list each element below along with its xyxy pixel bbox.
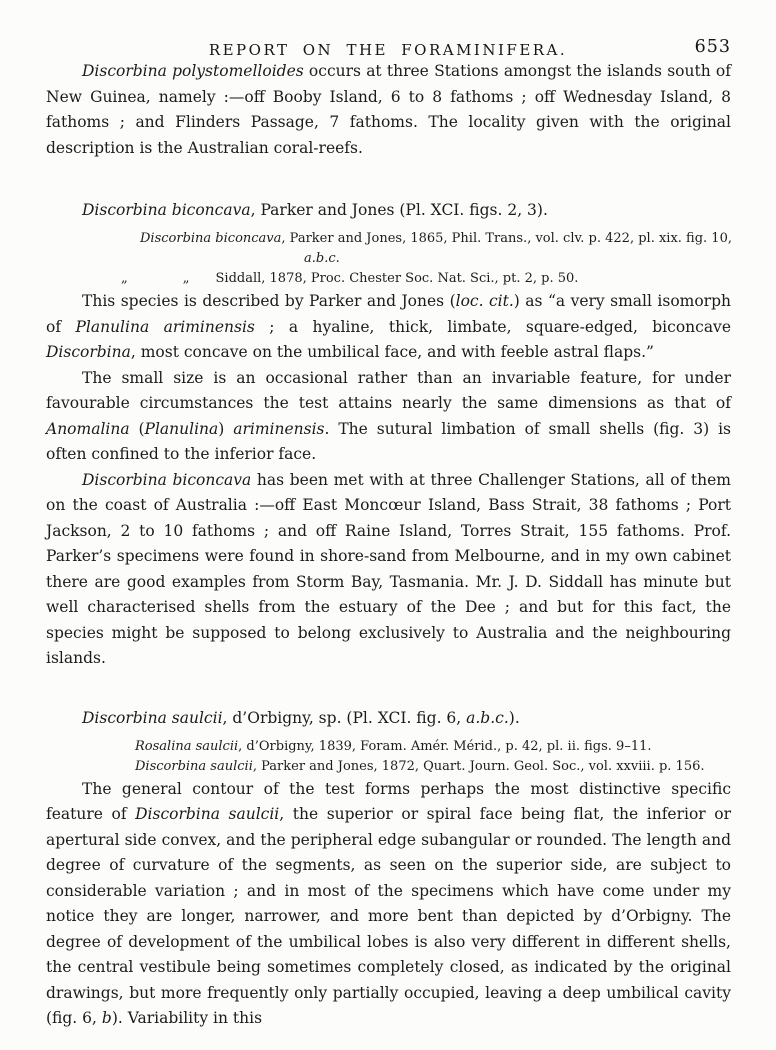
citation-text: , Parker and Jones, 1865, Phil. Trans., vol. clv. p. 422, pl. xix. fig. 10, [281,231,732,246]
page-content [0,59,776,1032]
text-segment: ) as “a very small isomorph of [46,292,731,336]
text-segment: ). [508,708,520,727]
text-segment: This species is described by Parker and Jones ( [82,292,456,310]
species-name-italic: Rosalina saulcii [135,738,239,754]
text-segment: . The sutural limbation of small shells (fig. 3) is often confined to the inferior face. [46,419,731,463]
citation-text: Siddall, 1878, Proc. Chester Soc. Nat. Sci., pt. 2, p. 50. [215,271,579,286]
text-segment: ( [129,419,145,438]
species-name-italic: Discorbina saulcii [82,708,223,727]
biconcava-heading [46,197,731,223]
citation-text: , Parker and Jones, 1872, Quart. Journ. Geol. Soc., vol. xxviii. p. 156. [252,758,705,774]
species-name-italic: Anomalina [46,419,130,438]
species-name-italic: Planulina ariminensis [75,317,255,336]
page-header [0,0,776,59]
text-segment: The general contour of the test forms perhaps the most distinctive specific feature of [46,779,731,823]
text-segment: ). Variability in this [111,1009,263,1027]
text-segment: occurs at three Stations amongst the islands south of New Guinea, namely :—off Booby Island, 6 to 8 fathoms ; off Wednesday Island, 8 fathoms ; and Flinders Passage, 7 fathoms. The locality given with the original description is the Australian coral-reefs. [46,62,731,157]
ditto-mark: „ [182,271,190,286]
text-segment: , d’Orbigny, sp. (Pl. XCI. fig. 6, [222,708,467,727]
synonymy-line [121,269,731,289]
saulcii-description-paragraph [46,777,731,1032]
ditto-mark: „ [121,271,128,286]
figure-ref-italic: b [101,1009,112,1027]
saulcii-heading [46,705,731,731]
species-name-italic: Discorbina saulcii [135,758,253,774]
intro-paragraph [46,59,731,161]
species-name-italic: Discorbina biconcava [140,231,282,246]
synonymy-line [135,737,731,757]
synonymy-line [140,229,731,249]
citation-text: , d’Orbigny, 1839, Foram. Amér. Mérid., p. 42, pl. ii. figs. 9–11. [238,738,652,754]
text-segment: , the superior or spiral face being flat, the inferior or apertural side convex, and the peripheral edge subangular or rounded. The length and degree of curvature of the segments, as seen on the superior side, are subject to considerable variation ; and in most of the specimens which have come under my notice they are longer, narrower, and more bent than depicted by d’Orbigny. The degree of development of the umbilical lobes is also very different in different shells, the central vestibule being sometimes completely closed, as indicated by the original drawings, but more frequently only partially occupied, leaving a deep umbilical cavity (fig. 6, [46,805,732,1027]
biconcava-synonymy [46,229,731,289]
species-name-italic: Planulina [144,419,219,438]
species-name-italic: Discorbina [46,343,131,361]
species-name-italic: Discorbina polystomelloides [82,62,304,80]
text-segment: ) [218,419,234,438]
synonymy-continuation-line [304,249,731,269]
text-segment: has been met with at three Challenger Stations, all of them on the coast of Australia :—off East Moncœur Island, Bass Strait, 38 fathoms ; Port Jackson, 2 to 10 fathoms ; and off Raine Island, Torres Strait, 155 fathoms. Prof. Parker’s specimens were found in shore-sand from Melbourne, and in my own cabinet there are good examples from Storm Bay, Tasmania. Mr. J. D. Siddall has minute but well characterised shells from the estuary of the Dee ; and but for this fact, the species might be supposed to belong exclusively to Australia and the neighbouring islands. [46,470,732,667]
text-segment: , most concave on the umbilical face, and with feeble astral flaps.” [130,343,654,361]
size-paragraph [46,366,731,468]
species-name-italic: Discorbina biconcava [82,201,251,219]
text-segment: ; a hyaline, thick, limbate, square-edged, biconcave [254,317,731,336]
figure-ref-italic: a.b.c. [466,708,509,727]
distribution-paragraph [46,468,731,672]
latin-phrase-italic: loc. cit. [455,292,514,310]
citation-text: a.b.c. [304,251,340,266]
description-paragraph [46,289,731,366]
synonymy-line [135,757,731,777]
page-number: 653 [694,37,731,57]
species-name-italic: ariminensis [233,419,325,438]
running-head-title: REPORT ON THE FORAMINIFERA. [208,41,568,59]
saulcii-synonymy [46,737,731,777]
text-segment: , Parker and Jones (Pl. XCI. figs. 2, 3). [250,201,548,219]
text-segment: The small size is an occasional rather than an invariable feature, for under favourable circumstances the test attains nearly the same dimensions as that of [46,368,731,412]
species-name-italic: Discorbina saulcii [135,805,280,823]
species-name-italic: Discorbina biconcava [82,470,252,489]
